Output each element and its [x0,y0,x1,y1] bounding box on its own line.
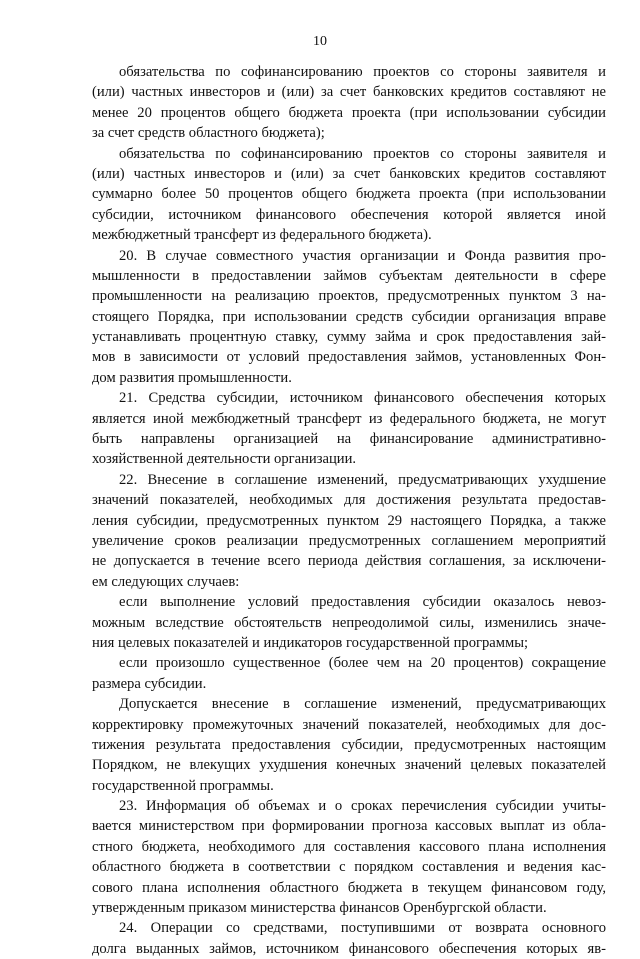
text-line: 23. Информация об объемах и о сроках перечисления субсидии учиты- [119,798,606,815]
text-line: дом развития промышленности. [92,369,292,386]
text-line: утвержденным приказом министерства финансов Оренбургской области. [92,900,547,917]
paragraph-clause-22-allowed-changes [92,694,606,796]
text-line: за счет средств областного бюджета); [92,125,325,142]
text-line: ем следующих случаев: [92,573,240,590]
paragraph-obligation-federal-transfer [92,144,606,246]
text-line: 21. Средства субсидии, источником финансового обеспечения которых [119,390,606,407]
text-line: размера субсидии. [92,675,207,692]
text-line: (или) частных инвесторов и (или) за счет банковских кредитов составляют [92,165,606,182]
text-line: обязательства по софинансированию проектов со стороны заявителя и [119,64,606,80]
text-line: не допускается в течение всего периода действия соглашения, за исключени- [92,553,606,570]
text-line: ния целевых показателей и индикаторов государственной программы; [92,634,529,651]
text-line: межбюджетный трансферт из федерального бюджета). [92,227,432,244]
paragraph-clause-22-case-reduction [92,653,606,694]
text-line: долга выданных займов, источником финансового обеспечения которых яв- [92,940,606,957]
text-line: корректировку промежуточных значений показателей, необходимых для дос- [92,716,606,733]
text-line: промышленности на реализацию проектов, предусмотренных пунктом 3 на- [92,288,606,305]
text-line: 22. Внесение в соглашение изменений, предусматривающих ухудшение [119,471,606,488]
text-line: быть направлены организацией на финансирование административно- [92,431,606,448]
text-line: мышленности в предоставлении займов субъектам деятельности в сфере [92,267,606,284]
text-line: обязательства по софинансированию проектов со стороны заявителя и [119,145,606,162]
text-line: ления субсидии, предусмотренных пунктом 29 настоящего Порядка, а также [92,512,606,529]
text-line: хозяйственной деятельности организации. [92,451,357,468]
paragraph-clause-24 [92,918,606,959]
paragraph-clause-22-case-force-majeure [92,592,606,653]
paragraph-clause-21 [92,388,606,470]
text-line: является иной межбюджетный трансферт из федерального бюджета, не могут [92,410,606,427]
text-line: сового плана исполнения областного бюджета в текущем финансовом году, [92,879,606,896]
text-line: тижения результата предоставления субсидии, предусмотренных настоящим [92,736,606,753]
document-body [92,62,606,959]
text-line: менее 20 процентов общего бюджета проекта (при использовании субсидии [92,104,606,121]
text-line: значений показателей, необходимых для достижения результата предостав- [92,492,606,509]
paragraph-clause-23 [92,796,606,918]
paragraph-clause-22 [92,470,606,592]
text-line: государственной программы. [92,777,274,794]
text-line: (или) частных инвесторов и (или) за счет банковских кредитов составляют не [92,84,606,101]
text-line: вается министерством при формировании прогноза кассовых выплат из обла- [92,818,606,835]
paragraph-clause-20 [92,246,606,389]
text-line: мов в зависимости от условий предоставления займов, установленных Фон- [92,349,606,366]
text-line: субсидии, источником финансового обеспечения которой является иной [92,206,606,223]
text-line: если произошло существенное (более чем на 20 процентов) сокращение [119,655,606,672]
text-line: стного бюджета, необходимого для составления кассового плана исполнения [92,838,606,855]
text-line: увеличение сроков реализации предусмотренных соглашением мероприятий [92,532,606,549]
text-line: 20. В случае совместного участия организации и Фонда развития про- [119,247,606,264]
text-line: если выполнение условий предоставления субсидии оказалось невоз- [119,594,606,611]
text-line: 24. Операции со средствами, поступившими от возврата основного [119,920,606,937]
paragraph-obligation-regional-budget [92,62,606,144]
text-line: Допускается внесение в соглашение изменений, предусматривающих [119,696,606,713]
text-line: можным вследствие обстоятельств непреодолимой силы, изменились значе- [92,614,606,631]
text-line: областного бюджета в соответствии с порядком составления и ведения кас- [92,859,606,876]
text-line: стоящего Порядка, при использовании средств субсидии организация вправе [92,308,606,325]
page-number: 10 [313,34,327,49]
text-line: Порядком, не влекущих ухудшения конечных значений целевых показателей [92,757,606,774]
text-line: устанавливать процентную ставку, сумму займа и срок предоставления зай- [92,329,606,346]
text-line: суммарно более 50 процентов общего бюджета проекта (при использовании [92,186,606,203]
